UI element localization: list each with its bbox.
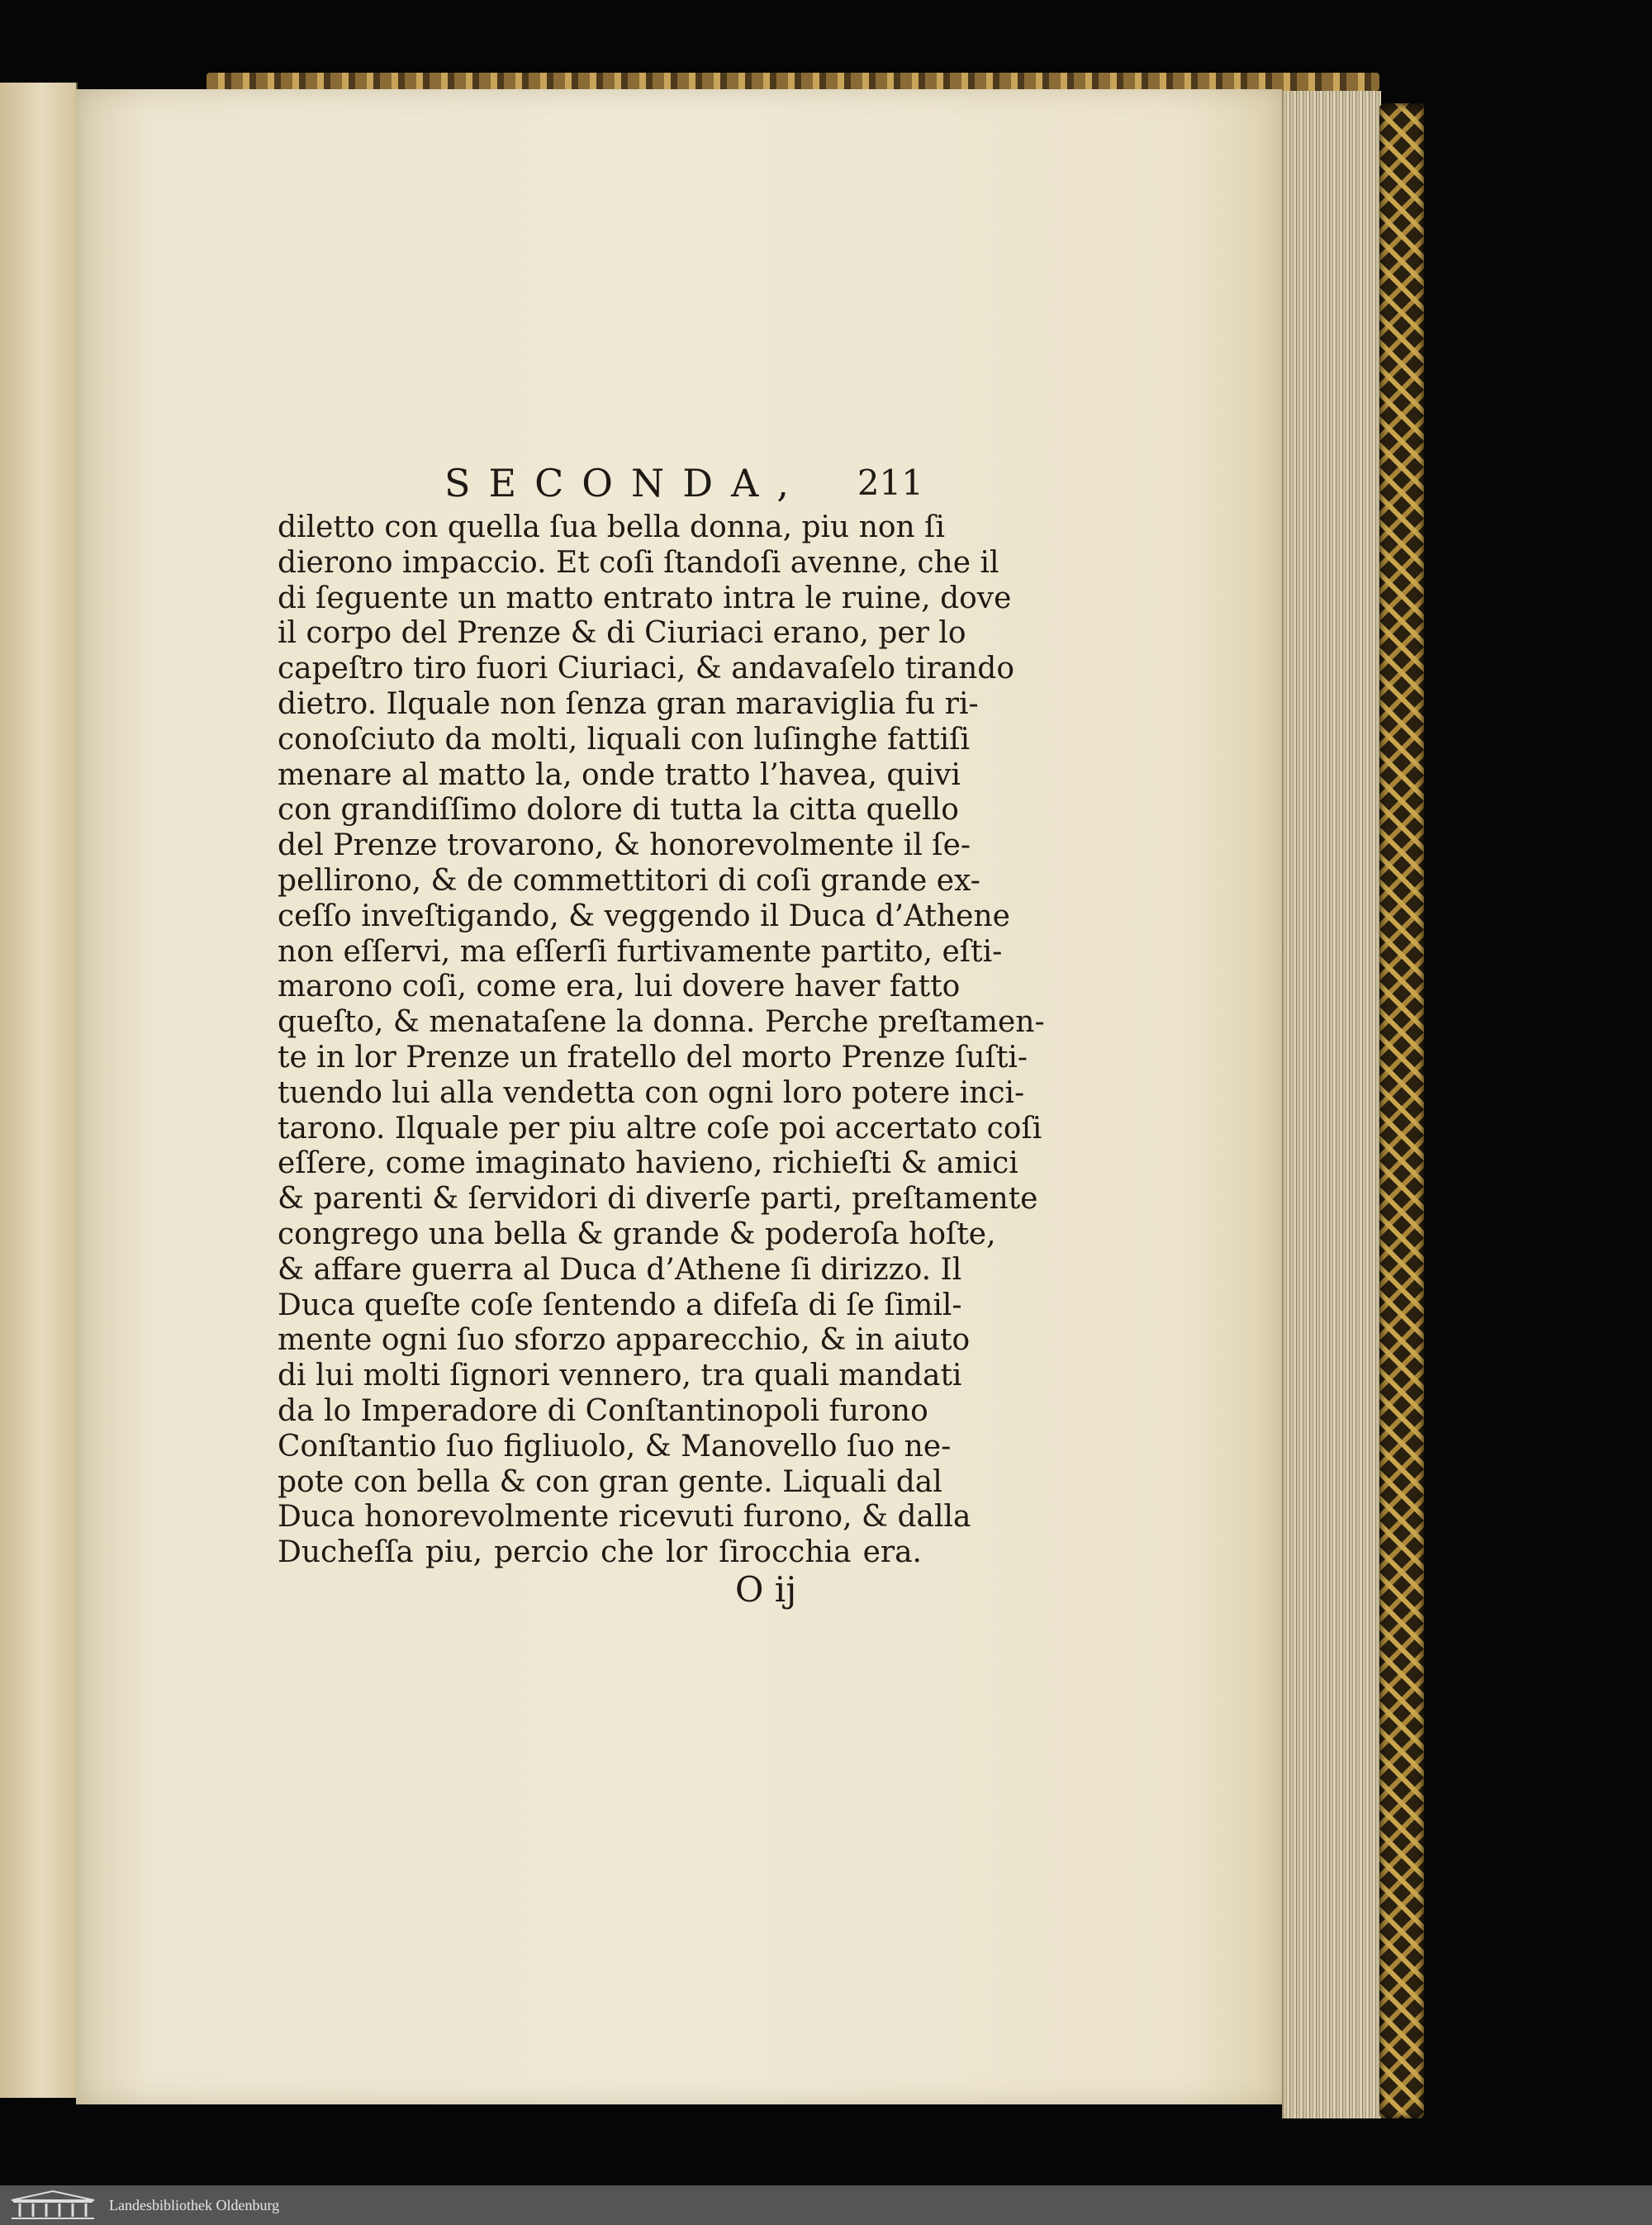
text-line: Duca honorevolmente ricevuti furono, & dalla — [278, 1500, 971, 1535]
text-line: conoſciuto da molti, liquali con luſinghe fattiſi — [278, 722, 971, 757]
running-head: SECONDA, — [444, 461, 807, 505]
text-line: il corpo del Prenze & di Ciuriaci erano, per lo — [278, 616, 966, 651]
page-number: 211 — [857, 463, 923, 503]
text-line: queſto, & menataſene la donna. Perche preſtamen- — [278, 1005, 1045, 1040]
text-line: Conſtantio ſuo figliuolo, & Manovello ſuo ne- — [278, 1429, 952, 1464]
text-line: Ducheſſa piu, percio che lor ſirocchia era. — [278, 1535, 922, 1570]
gilt-spine — [1379, 103, 1424, 2118]
text-line: tarono. Ilquale per piu altre coſe poi accertato coſi — [278, 1111, 1042, 1146]
text-line: menare al matto la, onde tratto l’havea, quivi — [278, 757, 961, 792]
text-line: dierono impaccio. Et coſi ſtandoſi avenne, che il — [278, 545, 999, 580]
text-line: pellirono, & de commettitori di coſi grande ex- — [278, 863, 980, 898]
text-line: del Prenze trovarono, & honorevolmente il ſe- — [278, 828, 971, 863]
text-line: ceſſo inveſtigando, & veggendo il Duca d’Athene — [278, 899, 1010, 933]
library-building-icon — [8, 2189, 97, 2222]
text-line: tuendo lui alla vendetta con ogni loro potere inci- — [278, 1075, 1025, 1110]
text-line: Duca queſte coſe ſentendo a difeſa di ſe ſimil- — [278, 1288, 962, 1322]
text-line: di lui molti ſignori vennero, tra quali mandati — [278, 1359, 962, 1393]
text-line: dietro. Ilquale non ſenza gran maraviglia fu ri- — [278, 686, 979, 721]
body-text — [278, 510, 1045, 1571]
signature-mark: O ij — [735, 1569, 797, 1610]
text-line: non eſſervi, ma eſſerſi furtivamente partito, eſti- — [278, 934, 1003, 969]
text-line: mente ogni ſuo sforzo apparecchio, & in aiuto — [278, 1323, 971, 1358]
text-line: marono coſi, come era, lui dovere haver fatto — [278, 970, 961, 1004]
text-line: diletto con quella ſua bella donna, piu non ſi — [278, 510, 946, 544]
top-binding-edge — [206, 73, 1379, 91]
library-name: Landesbibliothek Oldenburg — [109, 2196, 280, 2213]
text-line: capeſtro tiro fuori Ciuriaci, & andavaſelo tirando — [278, 652, 1015, 686]
page-header — [279, 461, 923, 509]
text-line: congrego una bella & grande & poderoſa hoſte, — [278, 1217, 996, 1251]
page-block-edge — [1282, 91, 1381, 2118]
text-line: da lo Imperadore di Conſtantinopoli furono — [278, 1393, 928, 1428]
text-line: te in lor Prenze un fratello del morto Prenze ſuſti- — [278, 1040, 1028, 1075]
text-line: pote con bella & con gran gente. Liquali dal — [278, 1464, 942, 1499]
text-line: eſſere, come imaginato havieno, richieſti & amici — [278, 1146, 1018, 1181]
text-line: & affare guerra al Duca d’Athene ſi dirizzo. Il — [278, 1252, 962, 1287]
footer-bar — [0, 2185, 1652, 2225]
text-line: di ſeguente un matto entrato intra le ruine, dove — [278, 581, 1012, 615]
text-line: con grandiſſimo dolore di tutta la citta quello — [278, 793, 959, 828]
text-line: & parenti & ſervidori di diverſe parti, preſtamente — [278, 1182, 1038, 1217]
left-page-edge — [0, 83, 78, 2098]
